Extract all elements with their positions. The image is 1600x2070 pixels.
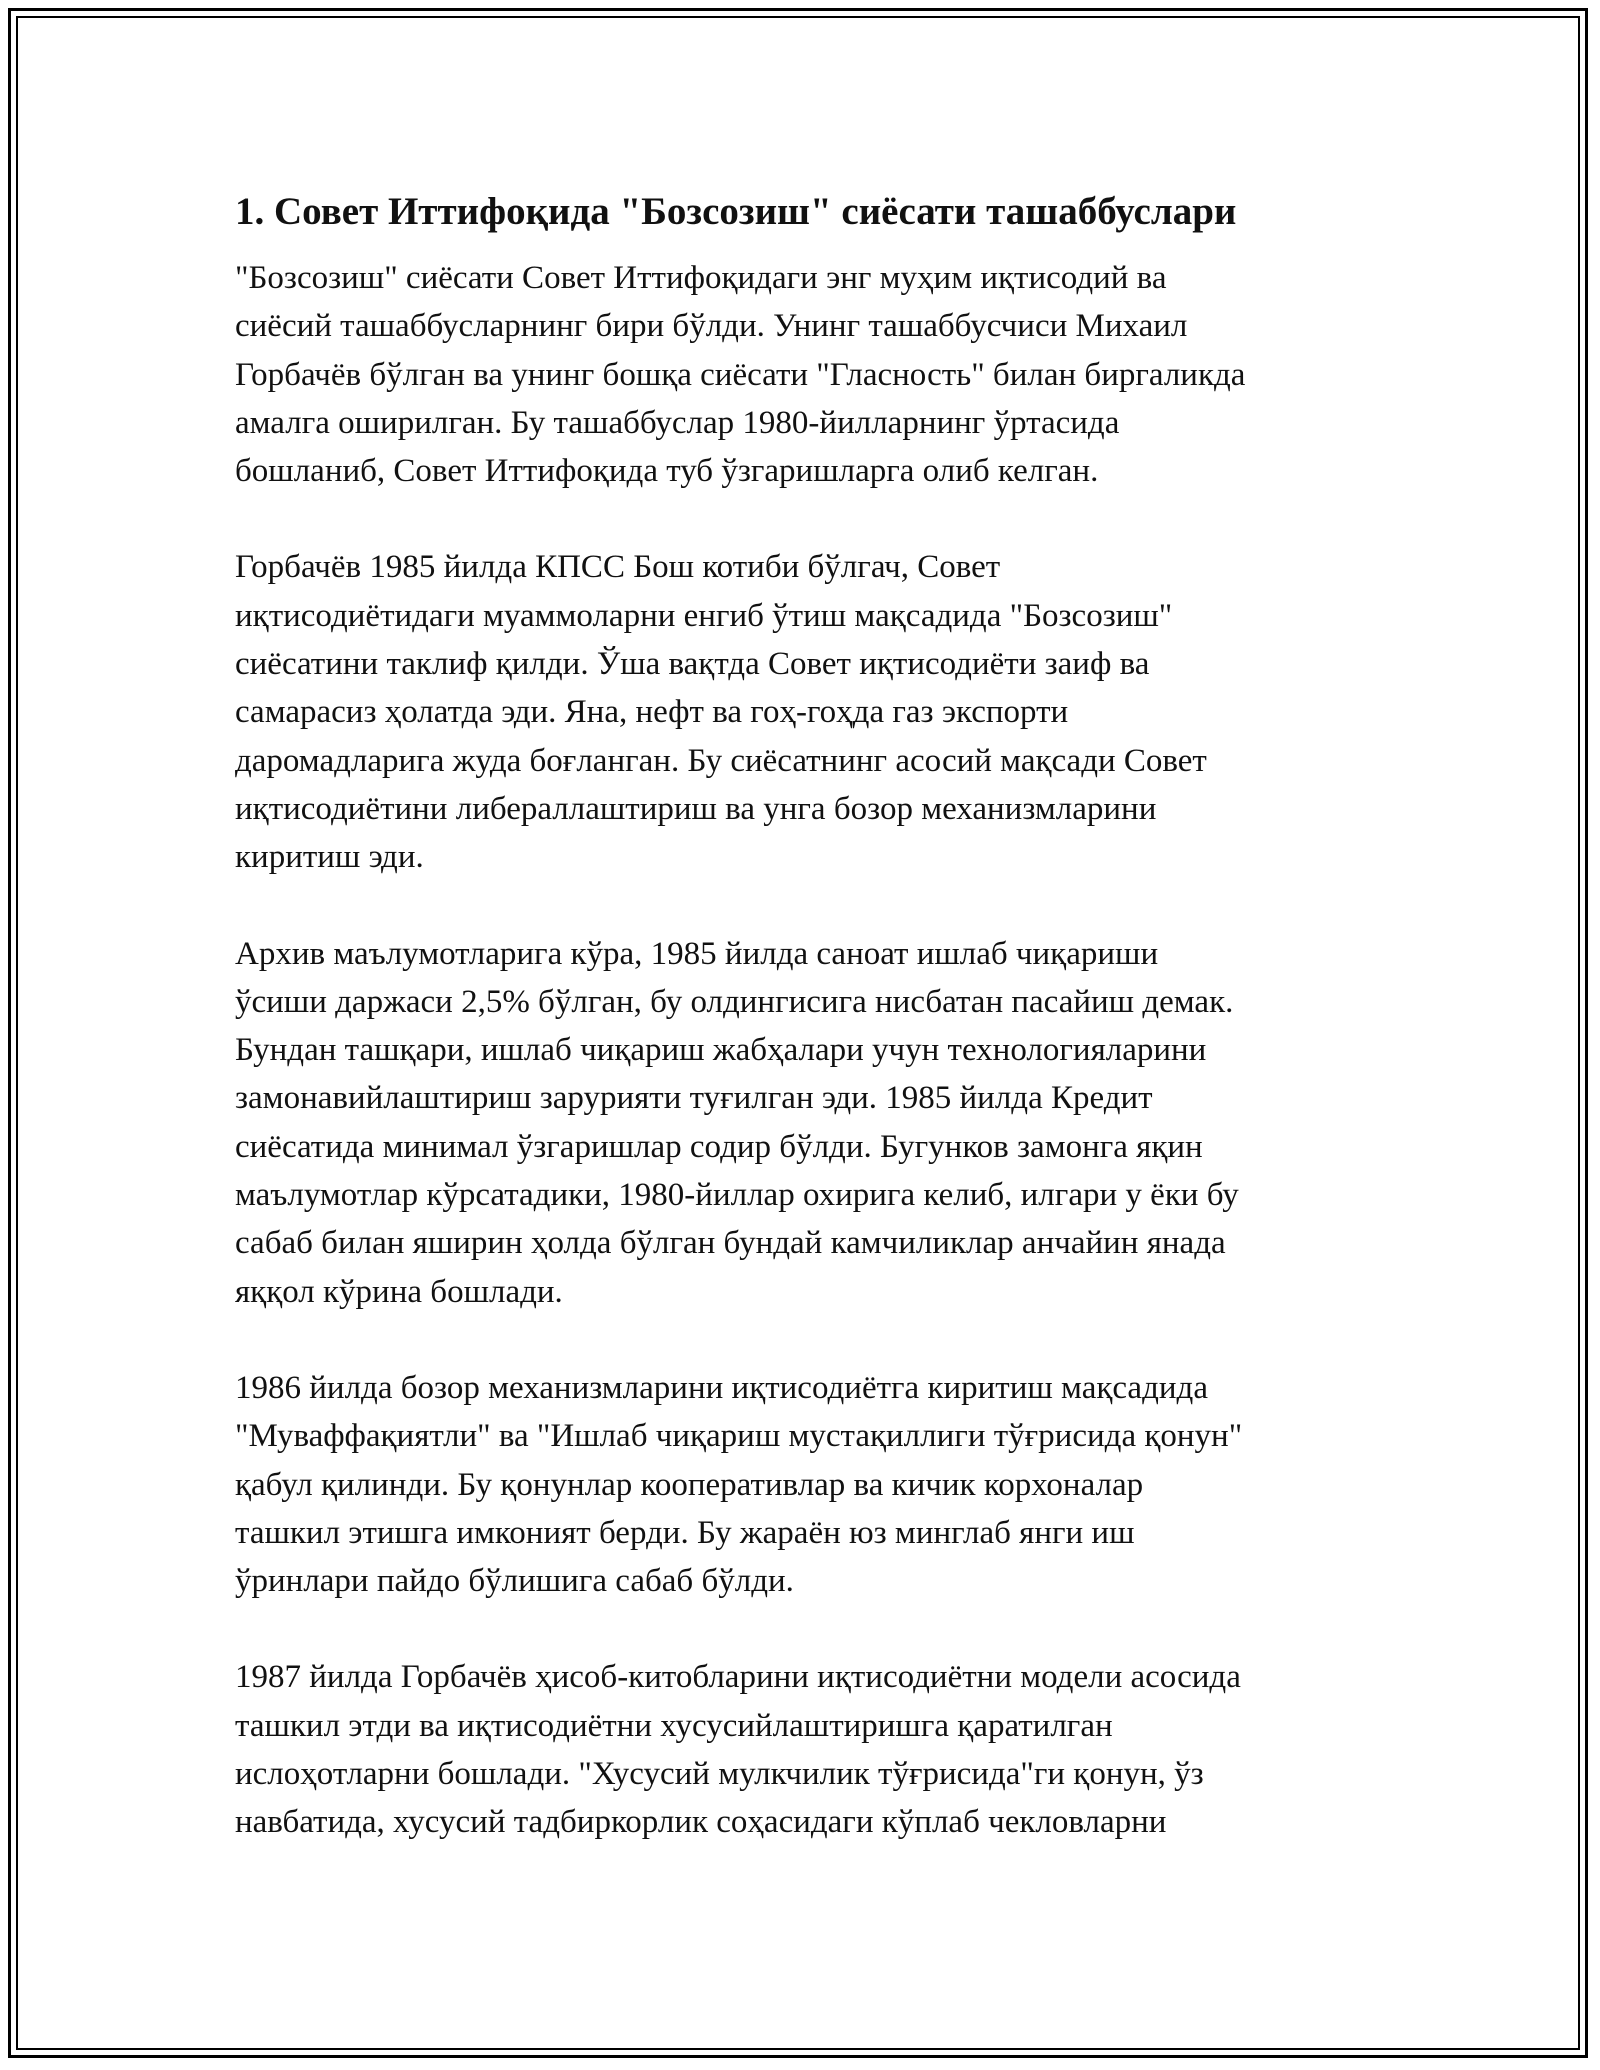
text-line: 1986 йилда бозор механизмларини иқтисодиётга киритиш мақсадида bbox=[235, 1369, 1208, 1406]
text-line: навбатида, хусусий тадбиркорлик соҳасидаги кўплаб чекловларни bbox=[235, 1804, 1167, 1841]
text-line: "Муваффақиятли" ва "Ишлаб чиқариш мустақиллиги тўғрисида қонун" bbox=[235, 1418, 1243, 1455]
text-line: қабул қилинди. Бу қонунлар кооперативлар ва кичик корхоналар bbox=[235, 1466, 1144, 1503]
text-line: бошланиб, Совет Иттифоқида туб ўзгаришларга олиб келган. bbox=[235, 453, 1099, 490]
section-heading: 1. Совет Иттифоқида "Бозсозиш" сиёсати ташаббуслари bbox=[235, 190, 1237, 233]
text-line: ўринлари пайдо бўлишига сабаб бўлди. bbox=[235, 1563, 794, 1600]
text-line: Архив маълумотларига кўра, 1985 йилда саноат ишлаб чиқариши bbox=[235, 935, 1159, 972]
paragraph-4 bbox=[235, 1364, 1415, 1605]
text-line: сабаб билан яширин ҳолда бўлган бундай камчиликлар анчайин янада bbox=[235, 1225, 1226, 1262]
document-body bbox=[235, 188, 1415, 1895]
text-line: иқтисодиётини либераллаштириш ва унга бозор механизмларини bbox=[235, 790, 1157, 827]
paragraph-5 bbox=[235, 1653, 1415, 1846]
paragraph-3 bbox=[235, 930, 1415, 1316]
text-line: замонавийлаштириш зарурияти туғилган эди. 1985 йилда Кредит bbox=[235, 1080, 1153, 1117]
text-line: самарасиз ҳолатда эди. Яна, нефт ва гоҳ-гоҳда газ экспорти bbox=[235, 694, 1069, 731]
text-line: киритиш эди. bbox=[235, 839, 424, 876]
text-line: ташкил этишга имконият берди. Бу жараён юз минглаб янги иш bbox=[235, 1514, 1135, 1551]
text-line: ўсиши даржаси 2,5% бўлган, бу олдингисига нисбатан пасайиш демак. bbox=[235, 983, 1234, 1020]
paragraph-2 bbox=[235, 543, 1415, 881]
text-line: амалга оширилган. Бу ташаббуслар 1980-йилларнинг ўртасида bbox=[235, 404, 1120, 441]
text-line: яққол кўрина бошлади. bbox=[235, 1273, 563, 1310]
text-line: сиёсий ташаббусларнинг бири бўлди. Унинг ташаббусчиси Михаил bbox=[235, 308, 1188, 345]
text-line: даромадларига жуда боғланган. Бу сиёсатнинг асосий мақсади Совет bbox=[235, 742, 1207, 779]
text-line: ташкил этди ва иқтисодиётни хусусийлаштиришга қаратилган bbox=[235, 1707, 1113, 1744]
text-line: Горбачёв 1985 йилда КПСС Бош котиби бўлгач, Совет bbox=[235, 549, 1001, 586]
text-line: сиёсатини таклиф қилди. Ўша вақтда Совет иқтисодиёти заиф ва bbox=[235, 646, 1150, 683]
paragraph-1 bbox=[235, 254, 1415, 495]
text-line: "Бозсозиш" сиёсати Совет Иттифоқидаги энг муҳим иқтисодий ва bbox=[235, 260, 1167, 296]
text-line: ислоҳотларни бошлади. "Хусусий мулкчилик тўғрисида"ги қонун, ўз bbox=[235, 1756, 1204, 1793]
text-line: иқтисодиётидаги муаммоларни енгиб ўтиш мақсадида "Бозсозиш" bbox=[235, 597, 1173, 634]
text-line: маълумотлар кўрсатадики, 1980-йиллар охирига келиб, илгари у ёки бу bbox=[235, 1177, 1239, 1214]
text-line: 1987 йилда Горбачёв ҳисоб-китобларини иқтисодиётни модели асосида bbox=[235, 1659, 1241, 1696]
text-line: Бундан ташқари, ишлаб чиқариш жабҳалари учун технологияларини bbox=[235, 1032, 1207, 1069]
text-line: Горбачёв бўлган ва унинг бошқа сиёсати "Гласность" билан биргаликда bbox=[235, 356, 1246, 393]
text-line: сиёсатида минимал ўзгаришлар содир бўлди. Бугунков замонга яқин bbox=[235, 1128, 1203, 1165]
